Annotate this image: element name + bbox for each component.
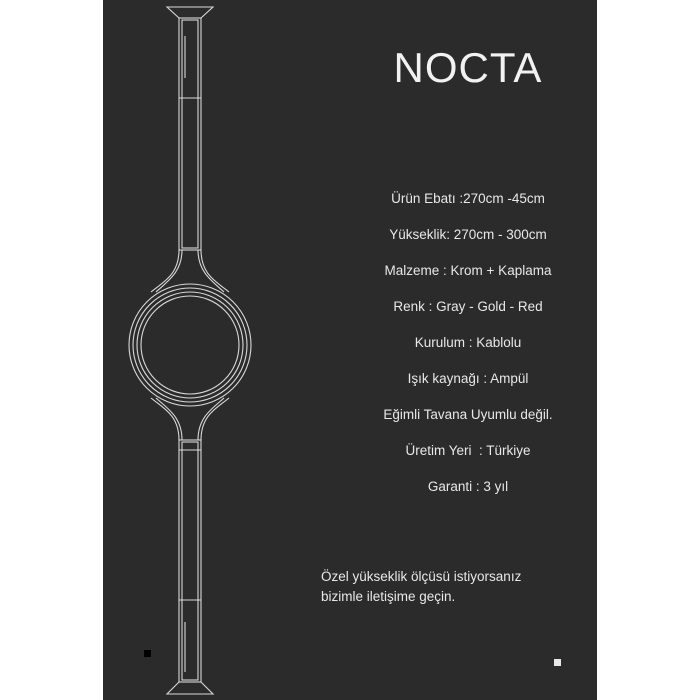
product-title: NOCTA xyxy=(393,44,543,91)
spec-list xyxy=(303,185,597,509)
spec-item-installation: Kurulum : Kablolu xyxy=(414,335,522,350)
note-line-2: bizimle iletişime geçin. xyxy=(321,589,456,604)
spec-item-origin: Üretim Yeri : Türkiye xyxy=(405,443,531,458)
product-poster xyxy=(103,0,597,700)
light-square-mark xyxy=(554,659,561,666)
spec-item-ceiling: Eğimli Tavana Uyumlu değil. xyxy=(383,407,553,422)
lamp-ring xyxy=(129,284,251,406)
dark-square-mark xyxy=(144,650,151,657)
lamp-illustration xyxy=(103,0,303,700)
floor-base xyxy=(167,682,213,694)
spec-item-size: Ürün Ebatı :270cm -45cm xyxy=(391,191,545,206)
spec-item-height: Yükseklik: 270cm - 300cm xyxy=(389,227,547,242)
spec-item-material: Malzeme : Krom + Kaplama xyxy=(384,263,552,278)
note-line-1: Özel yükseklik ölçüsü istiyorsanız xyxy=(321,569,522,584)
spec-item-color: Renk : Gray - Gold - Red xyxy=(393,299,543,314)
spec-item-warranty: Garanti : 3 yıl xyxy=(427,479,509,494)
ceiling-canopy xyxy=(167,7,213,18)
spec-item-light-source: Işık kaynağı : Ampül xyxy=(407,371,529,386)
custom-height-note xyxy=(321,567,597,607)
